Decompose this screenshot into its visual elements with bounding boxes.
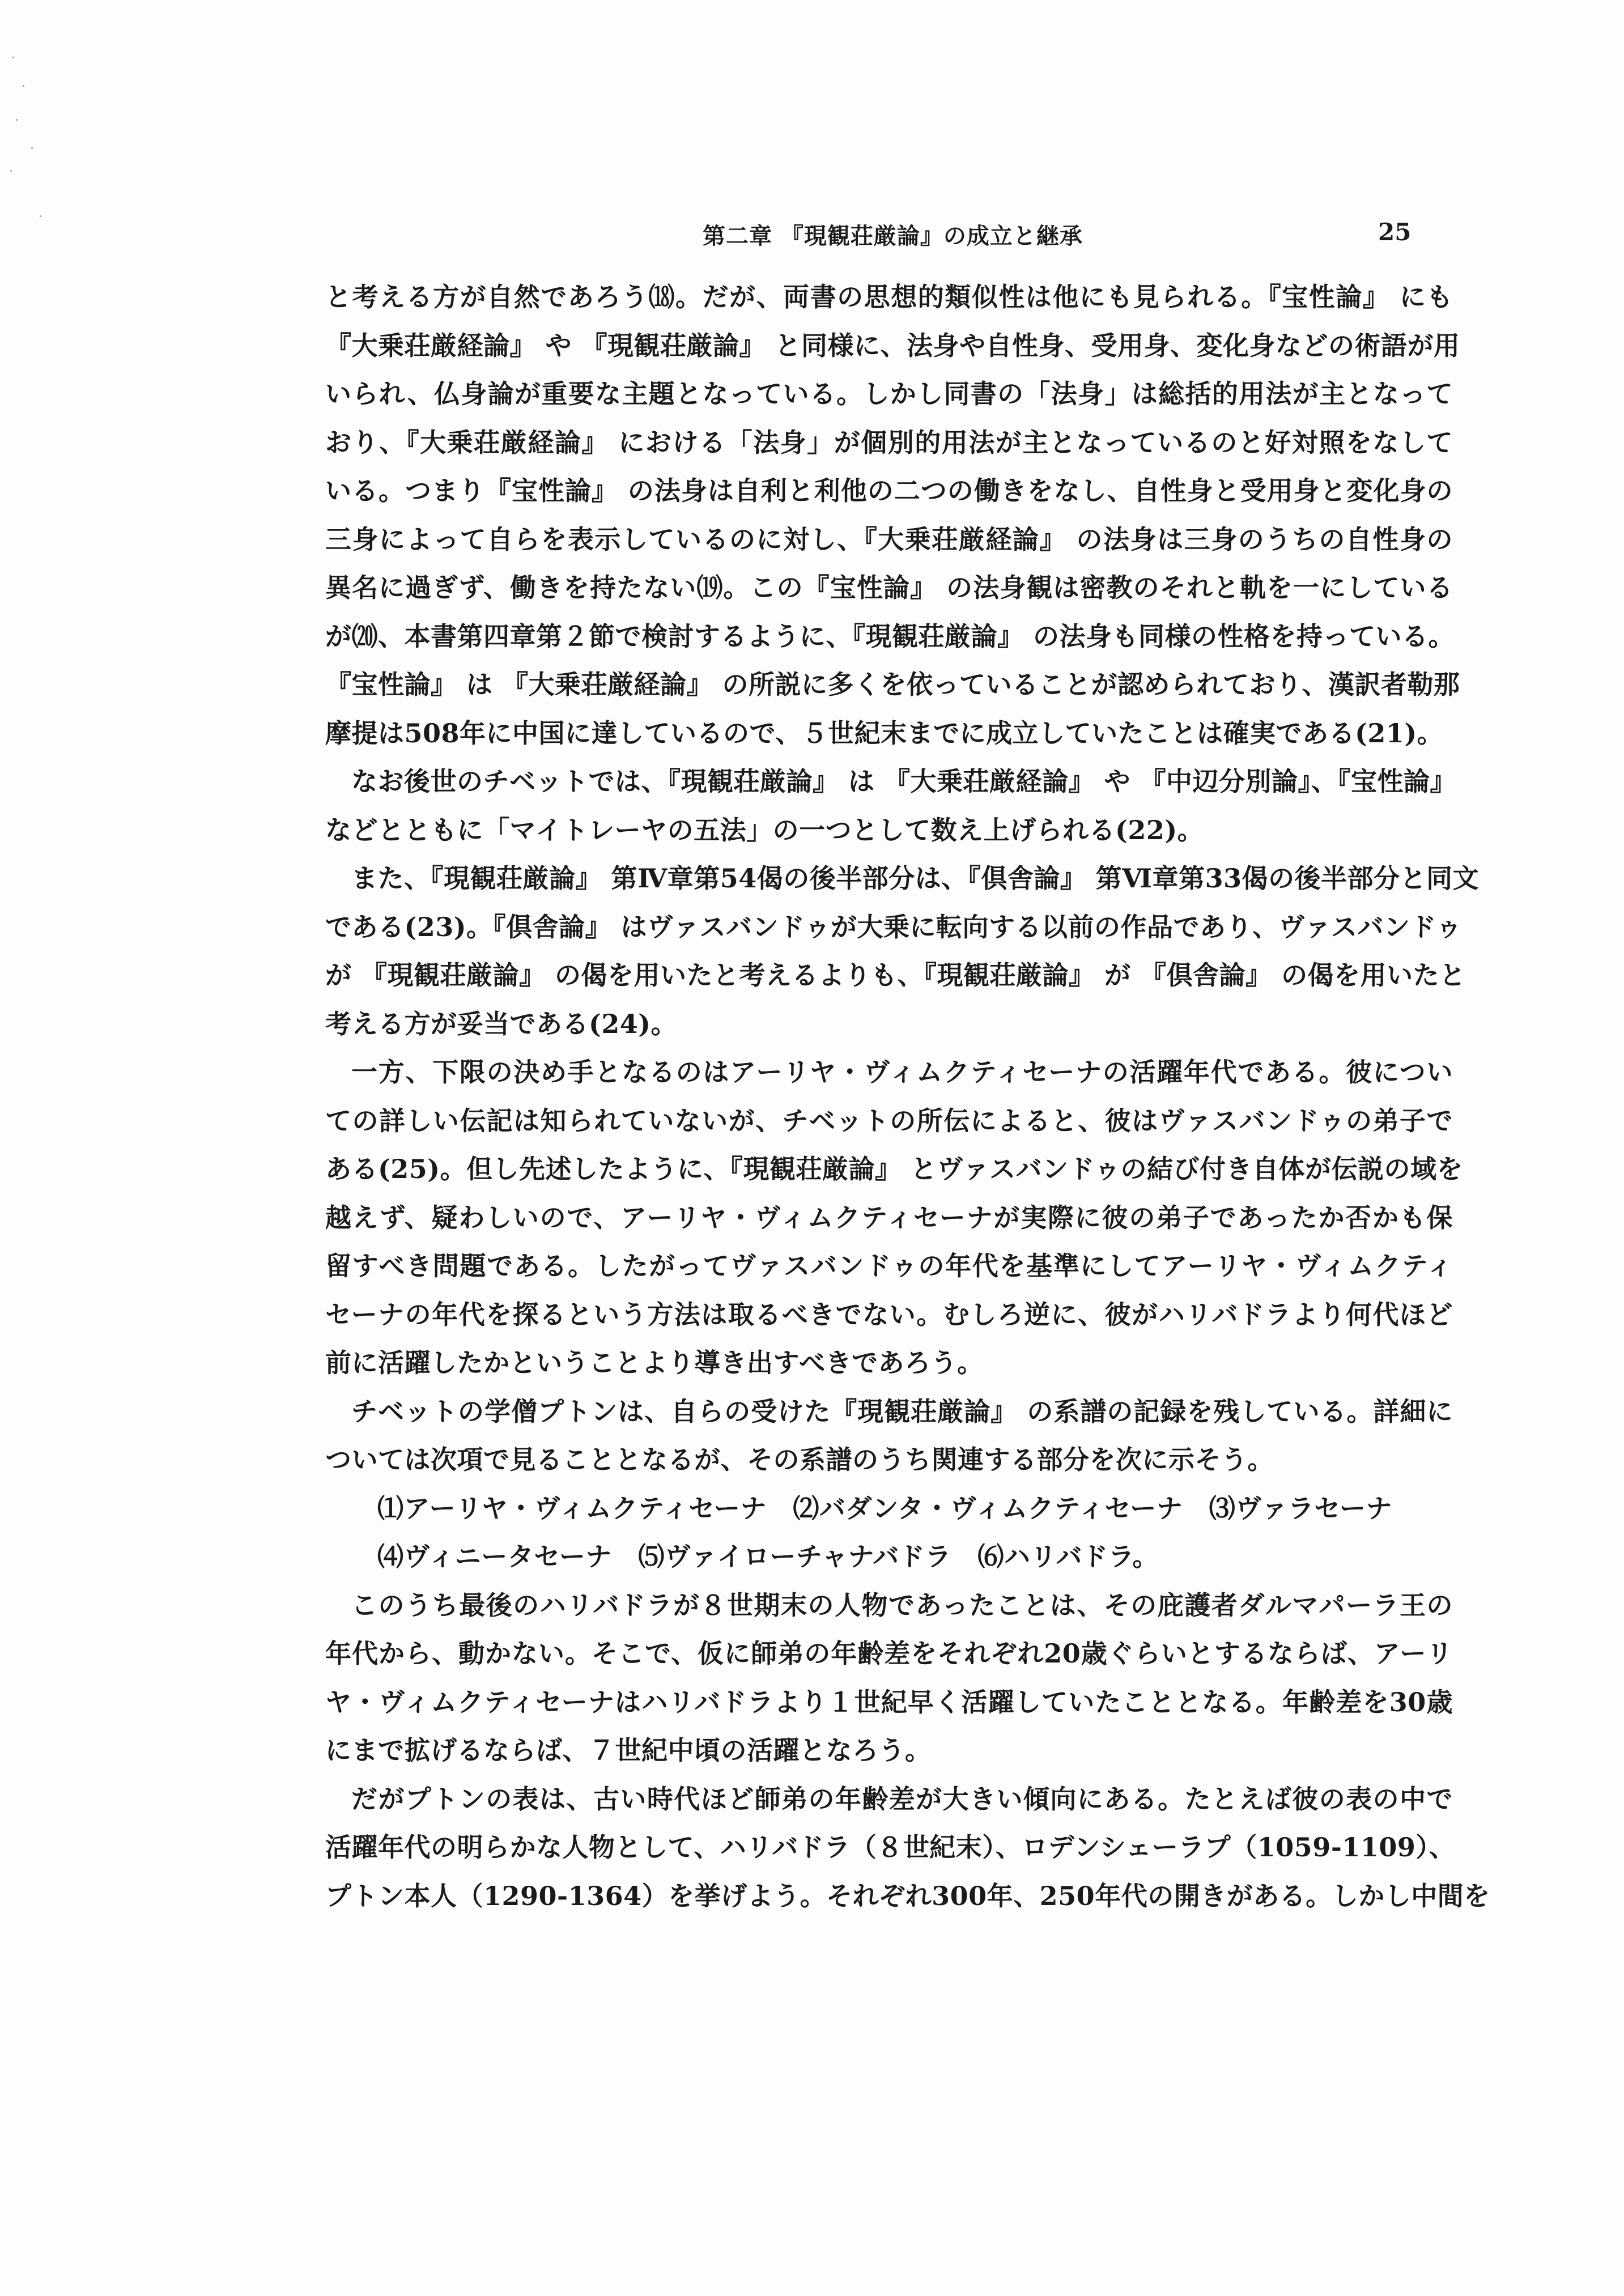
text-line: なお後世のチベットでは、『現観荘厳論』 は 『大乗荘厳経論』 や 『中辺分別論』、『宝性論』	[351, 766, 1457, 797]
text-line: だがプトンの表は、古い時代ほど師弟の年齢差が大きい傾向にある。たとえば彼の表の中で	[351, 1783, 1453, 1814]
text-line: 留すべき問題である。したがってヴァスバンドゥの年代を基準にしてアーリヤ・ヴィムクティ	[325, 1251, 1453, 1281]
text-line: 一方、下限の決め手となるのはアーリヤ・ヴィムクティセーナの活躍年代である。彼につい	[351, 1057, 1453, 1087]
text-line: 『宝性論』 は 『大乗荘厳経論』 の所説に多くを依っていることが認められており、漢訳者勒那	[325, 669, 1460, 700]
text-line: 異名に過ぎず、働きを持たない⒆。この『宝性論』 の法身観は密教のそれと軌を一にしている	[325, 572, 1453, 603]
text-line: ての詳しい伝記は知られていないが、チベットの所伝によると、彼はヴァスバンドゥの弟子で	[325, 1105, 1453, 1136]
text-line: が⒇、本書第四章第２節で検討するように、『現観荘厳論』 の法身も同様の性格を持っている。	[325, 620, 1455, 652]
scan-dot	[40, 215, 41, 217]
text-line: ⑷ヴィニータセーナ ⑸ヴァイローチャナバドラ ⑹ハリバドラ。	[377, 1541, 1159, 1572]
text-line: と考える方が自然であろう⒅。だが、両書の思想的類似性は他にも見られる。『宝性論』 にも	[325, 282, 1453, 312]
page-number: 25	[1378, 218, 1412, 246]
text-line: などとともに「マイトレーヤの五法」の一つとして数え上げられる(22)。	[325, 814, 1204, 845]
text-line: ある(25)。但し先述したように、『現観荘厳論』 とヴァスバンドゥの結び付き自体が伝説の域を	[325, 1154, 1463, 1184]
text-line: 三身によって自らを表示しているのに対し、『大乗荘厳経論』 の法身は三身のうちの自性身の	[325, 524, 1453, 555]
scan-noise	[0, 0, 68, 283]
running-header: 第二章 『現観荘厳論』の成立と継承	[703, 223, 1083, 249]
text-line: ヤ・ヴィムクティセーナはハリバドラより１世紀早く活躍していたこととなる。年齢差を30歳	[325, 1686, 1453, 1717]
text-line: 考える方が妥当である(24)。	[325, 1008, 678, 1039]
text-line: セーナの年代を探るという方法は取るべきでない。むしろ逆に、彼がハリバドラより何代ほど	[325, 1299, 1453, 1330]
text-line: が 『現観荘厳論』 の偈を用いたと考えるよりも、『現観荘厳論』 が 『倶舎論』 の偈を用いたと	[325, 960, 1466, 990]
scan-dot	[23, 85, 24, 87]
text-line: おり、『大乗荘厳経論』 における「法身」が個別的用法が主となっているのと好対照をなして	[325, 427, 1453, 458]
text-line: 『大乗荘厳経論』 や 『現観荘厳論』 と同様に、法身や自性身、受用身、変化身などの術語が用	[325, 330, 1460, 361]
body-text	[325, 273, 1490, 1920]
text-line: 摩提は508年に中国に達しているので、５世紀末までに成立していたことは確実である(21)。	[325, 717, 1444, 749]
text-line: である(23)。『倶舎論』 はヴァスバンドゥが大乗に転向する以前の作品であり、ヴァスバンドゥ	[325, 911, 1463, 942]
text-line: 越えず、疑わしいので、アーリヤ・ヴィムクティセーナが実際に彼の弟子であったか否かも保	[325, 1202, 1453, 1233]
text-line: 前に活躍したかということより導き出すべきであろう。	[325, 1347, 984, 1378]
scan-dot	[12, 57, 14, 58]
text-line: いる。つまり『宝性論』 の法身は自利と利他の二つの働きをなし、自性身と受用身と変化身の	[325, 475, 1453, 506]
text-line: 年代から、動かない。そこで、仮に師弟の年齢差をそれぞれ20歳ぐらいとするならば、アーリ	[325, 1638, 1453, 1669]
text-line: にまで拡げるならば、７世紀中頃の活躍となろう。	[325, 1735, 932, 1766]
text-line: また、『現観荘厳論』 第Ⅳ章第54偈の後半部分は、『倶舎論』 第Ⅵ章第33偈の後半部分と同文	[351, 863, 1480, 894]
text-line: 活躍年代の明らかな人物として、ハリバドラ（８世紀末）、ロデンシェーラプ（1059-1109）、	[325, 1832, 1456, 1863]
scan-dot	[10, 170, 12, 172]
text-line: いられ、仏身論が重要な主題となっている。しかし同書の「法身」は総括的用法が主となって	[325, 379, 1453, 409]
scan-dot	[16, 119, 18, 121]
text-line: ⑴アーリヤ・ヴィムクティセーナ ⑵バダンタ・ヴィムクティセーナ ⑶ヴァラセーナ	[377, 1493, 1392, 1524]
text-line: チベットの学僧プトンは、自らの受けた『現観荘厳論』 の系譜の記録を残している。詳細に	[351, 1396, 1453, 1427]
text-line: ついては次項で見ることとなるが、その系譜のうち関連する部分を次に示そう。	[325, 1444, 1274, 1475]
scan-dot	[31, 147, 33, 149]
text-line: プトン本人（1290-1364）を挙げよう。それぞれ300年、250年代の開きがある。しかし中間を	[325, 1880, 1490, 1911]
text-line: このうち最後のハリバドラが８世期末の人物であったことは、その庇護者ダルマパーラ王の	[351, 1589, 1453, 1621]
